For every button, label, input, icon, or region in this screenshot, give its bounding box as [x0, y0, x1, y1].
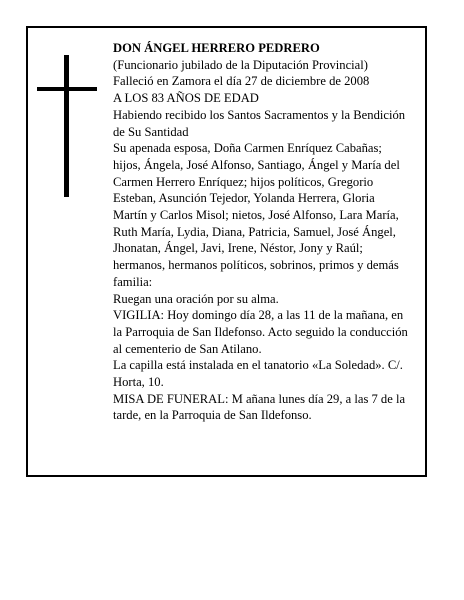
cross-vertical-bar — [64, 55, 69, 197]
deceased-name: DON ÁNGEL HERRERO PEDRERO — [113, 41, 320, 55]
chapel-details: La capilla está instalada en el tanatorio «La Soledad». C/. Horta, 10. — [113, 358, 403, 390]
family-list: Su apenada esposa, Doña Carmen Enríquez Cabañas; hijos, Ángela, José Alfonso, Santiago, Ángel y María del Carmen Herrero Enríquez; hijos políticos, Gregorio Esteban, Asunción Tejedor, Yolanda Herrera, Gloria Martín y Carlos Misol; nietos, José Alfonso, Lara María, Ruth María, Lydia, Diana, Patricia, Samuel, José Ángel, Jhonatan, Ángel, Javi, Irene, Néstor, Jony y Raúl; hermanos, hermanos políticos, sobrinos, primos y demás familia: — [113, 141, 400, 289]
death-statement: Falleció en Zamora el día 27 de diciembre de 2008 — [113, 74, 370, 89]
prayer-request: Ruegan una oración por su alma. — [113, 291, 279, 306]
age-statement: A LOS 83 AÑOS DE EDAD — [113, 91, 259, 106]
sacraments-statement: Habiendo recibido los Santos Sacramentos y la Bendición de Su Santidad — [113, 107, 406, 139]
deceased-position: (Funcionario jubilado de la Diputación Provincial) — [113, 57, 368, 72]
cross-horizontal-bar — [37, 87, 97, 91]
obituary-text — [113, 40, 409, 424]
funeral-mass-details: MISA DE FUNERAL: M añana lunes día 29, a las 7 de la tarde, en la Parroquia de San Ildefonso. — [113, 391, 406, 423]
vigil-details: VIGILIA: Hoy domingo día 28, a las 11 de la mañana, en la Parroquia de San Ildefonso. Acto seguido la conducción al cementerio de San Atilano. — [113, 308, 408, 356]
cross-icon — [37, 55, 97, 197]
